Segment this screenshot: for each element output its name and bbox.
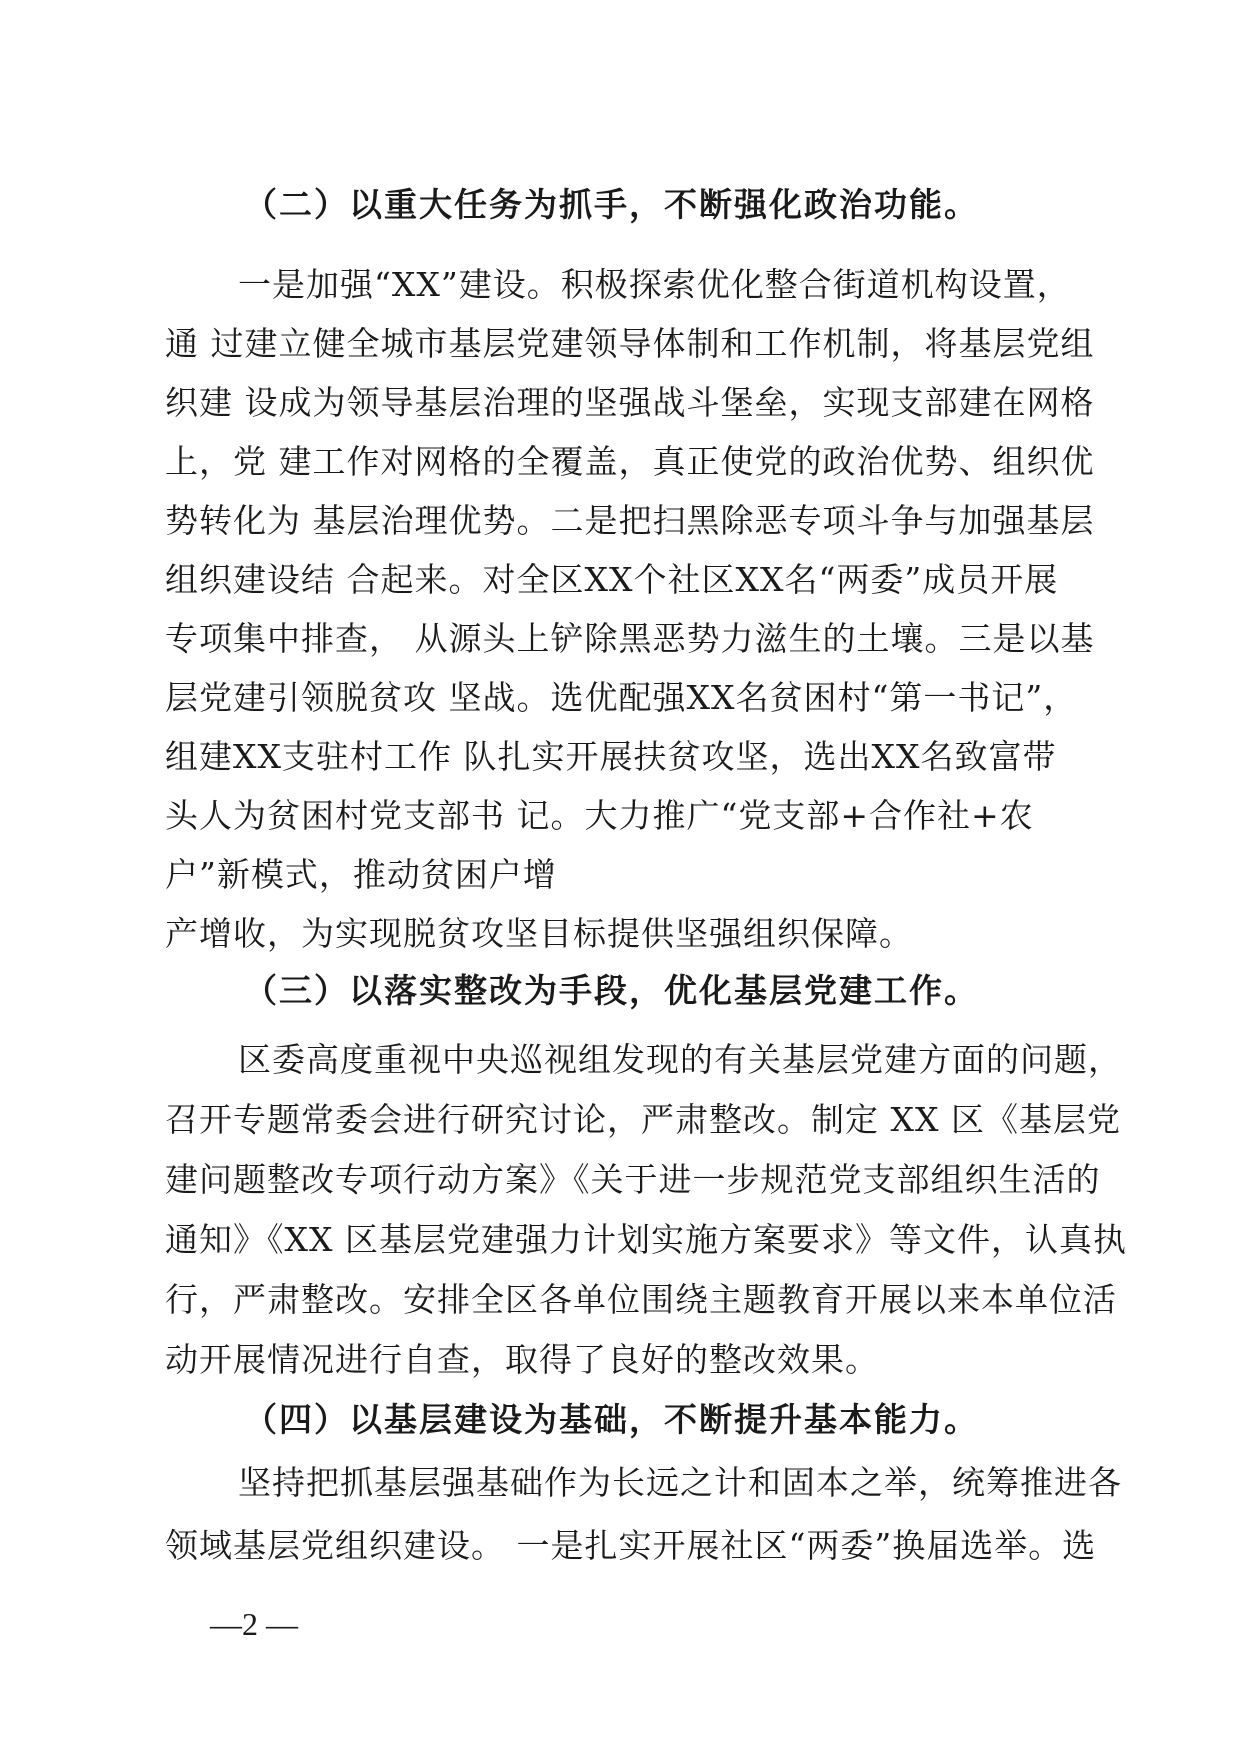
paragraph-line: 坚持把抓基层强基础作为长远之计和固本之举，统筹推进各 — [238, 1463, 1122, 1502]
paragraph-line: 势转化为 基层治理优势。二是把扫黑除恶专项斗争与加强基层 — [165, 501, 1095, 540]
paragraph-line: 组建XX支驻村工作 队扎实开展扶贫攻坚，选出XX名致富带 — [165, 737, 1057, 776]
section-heading-2: （二）以重大任务为抓手，不断强化政治功能。 — [244, 185, 979, 224]
paragraph-line: 行，严肃整改。安排全区各单位围绕主题教育开展以来本单位活 — [165, 1280, 1117, 1319]
paragraph-line: 专项集中排查， 从源头上铲除黑恶势力滋生的土壤。三是以基 — [165, 619, 1095, 658]
paragraph-line: 区委高度重视中央巡视组发现的有关基层党建方面的问题， — [238, 1040, 1122, 1079]
paragraph-line: 一是加强“XX”建设。积极探索优化整合街道机构设置， — [238, 265, 1071, 304]
paragraph-line: 产增收，为实现脱贫攻坚目标提供坚强组织保障。 — [165, 914, 913, 953]
paragraph-line: 领域基层党组织建设。 一是扎实开展社区“两委”换届选举。选 — [165, 1526, 1097, 1565]
section-heading-3: （三）以落实整改为手段，优化基层党建工作。 — [244, 971, 979, 1010]
paragraph-line: 上，党 建工作对网格的全覆盖，真正使党的政治优势、组织优 — [165, 442, 1095, 481]
paragraph-line: 通 过建立健全城市基层党建领导体制和工作机制，将基层党组 — [165, 324, 1095, 363]
paragraph-line: 户”新模式，推动贫困户增 — [165, 855, 557, 894]
paragraph-line: 层党建引领脱贫攻 坚战。选优配强XX名贫困村“第一书记”， — [165, 678, 1078, 717]
paragraph-line: 建问题整改专项行动方案》《关于进一步规范党支部组织生活的 — [165, 1160, 1101, 1199]
paragraph-line: 组织建设结 合起来。对全区XX个社区XX名“两委”成员开展 — [165, 560, 1059, 599]
paragraph-line: 召开专题常委会进行研究讨论，严肃整改。制定 XX 区《基层党 — [165, 1100, 1121, 1139]
page-number: —2 — — [210, 1606, 298, 1642]
paragraph-line: 通知》《XX 区基层党建强力计划实施方案要求》等文件，认真执 — [165, 1220, 1127, 1259]
paragraph-line: 动开展情况进行自查，取得了良好的整改效果。 — [165, 1340, 879, 1379]
paragraph-line: 织建 设成为领导基层治理的坚强战斗堡垒，实现支部建在网格 — [165, 383, 1095, 422]
section-heading-4: （四）以基层建设为基础，不断提升基本能力。 — [244, 1400, 979, 1439]
paragraph-line: 头人为贫困村党支部书 记。大力推广“党支部+合作社+农 — [165, 796, 1034, 835]
